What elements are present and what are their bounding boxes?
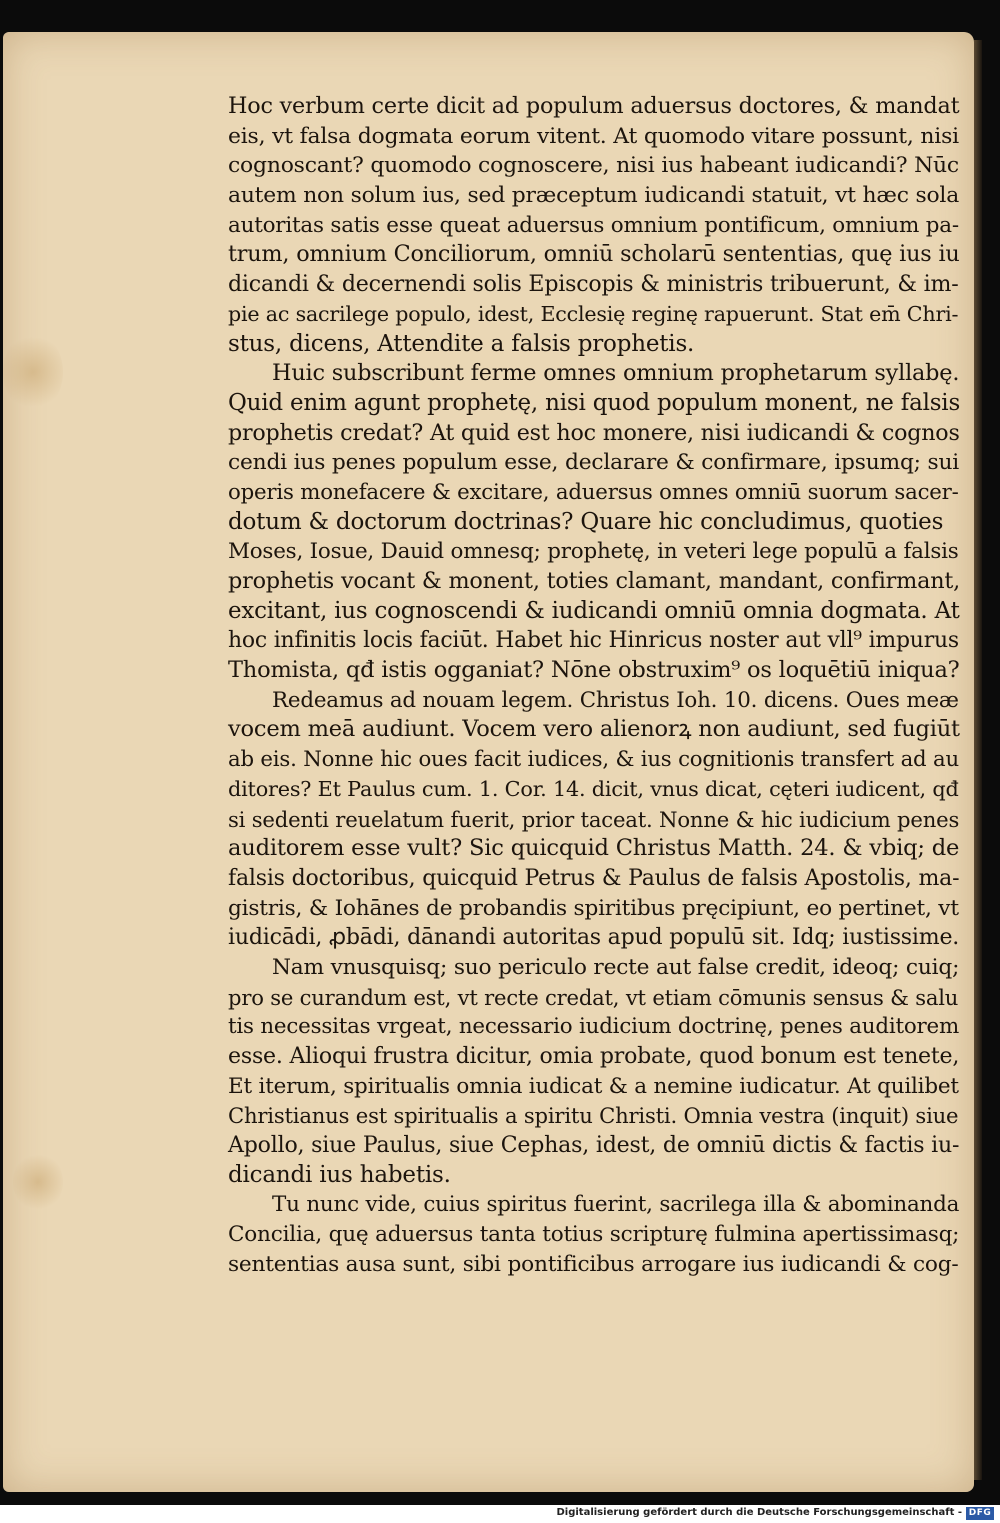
text-line: gistris, & Iohānes de probandis spiritibus pręcipiunt, eo pertinet, vt: [228, 895, 959, 921]
text-line: Moses, Iosue, Dauid omnesq; prophetę, in veteri lege populū a falsis: [228, 539, 959, 565]
text-line: vocem meā audiunt. Vocem vero alienorꝝ non audiunt, sed fugiūt: [228, 716, 960, 743]
page-stain: [13, 1152, 63, 1212]
paragraph-start-line: Huic subscribunt ferme omnes omnium prophetarum syllabę.: [272, 360, 960, 387]
text-line: excitant, ius cognoscendi & iudicandi omniū omnia dogmata. At: [228, 597, 960, 624]
text-line: pro se curandum est, vt recte credat, vt etiam cōmunis sensus & salu: [228, 984, 959, 1010]
text-line: Apollo, siue Paulus, siue Cephas, idest, de omniū dictis & factis iu-: [228, 1133, 960, 1159]
paragraph-start-line: Redeamus ad nouam legem. Christus Ioh. 10. dicens. Oues meæ: [272, 687, 959, 713]
text-line: iudicādi, ꝓbādi, dānandi autoritas apud populū sit. Idq; iustissime.: [228, 925, 960, 951]
text-line: cendi ius penes populum esse, declarare & confirmare, ipsumq; sui: [228, 450, 960, 476]
page-edge: [974, 40, 982, 1480]
text-line: stus, dicens, Attendite a falsis prophetis.: [228, 330, 695, 357]
text-line: ab eis. Nonne hic oues facit iudices, & ius cognitionis transfert ad au: [228, 747, 959, 773]
footer-bar: [0, 1505, 1000, 1523]
text-line: dicandi & decernendi solis Episcopis & ministris tribuerunt, & im-: [228, 271, 959, 298]
footer-credit: Digitalisierung gefördert durch die Deutsche Forschungsgemeinschaft -: [556, 1507, 962, 1518]
paragraph-start-line: Nam vnusquisq; suo periculo recte aut false credit, ideoq; cuiq;: [272, 954, 960, 980]
text-line: trum, omnium Conciliorum, omniū scholarū sententias, quę ius iu: [228, 241, 960, 268]
text-line: Christianus est spiritualis a spiritu Christi. Omnia vestra (inquit) siue: [228, 1103, 959, 1129]
text-line: Hoc verbum certe dicit ad populum aduersus doctores, & mandat: [228, 93, 960, 119]
text-line: prophetis vocant & monent, toties clamant, mandant, confirmant,: [228, 568, 961, 594]
text-line: sententias ausa sunt, sibi pontificibus arrogare ius iudicandi & cog-: [228, 1251, 959, 1277]
dfg-logo: DFG: [966, 1507, 994, 1520]
text-line: hoc infinitis locis faciūt. Habet hic Hinricus noster aut vll⁹ impurus: [228, 628, 959, 654]
paragraph-start-line: Tu nunc vide, cuius spiritus fuerint, sacrilega illa & abominanda: [272, 1192, 960, 1218]
text-line: operis monefacere & excitare, aduersus omnes omniū suorum sacer-: [228, 479, 959, 505]
text-block: [228, 92, 960, 1280]
text-line: esse. Alioqui frustra dicitur, omia probate, quod bonum est tenete,: [228, 1044, 960, 1069]
text-line: Thomista, qđ istis ogganiat? Nōne obstruxim⁹ os loquētiū iniqua?: [228, 657, 960, 684]
text-line: pie ac sacrilege populo, idest, Ecclesię reginę rapuerunt. Stat em̄ Chri-: [228, 301, 959, 326]
text-line: tis necessitas vrgeat, necessario iudicium doctrinę, penes auditorem: [228, 1014, 960, 1040]
text-line: Quid enim agunt prophetę, nisi quod populum monent, ne falsis: [228, 389, 961, 416]
text-line: autem non solum ius, sed præceptum iudicandi statuit, vt hæc sola: [228, 183, 960, 209]
text-line: ditores? Et Paulus cum. 1. Cor. 14. dicit, vnus dicat, cęteri iudicent, qđ: [228, 776, 959, 801]
text-line: auditorem esse vult? Sic quicquid Christus Matth. 24. & vbiq; de: [228, 835, 960, 862]
text-line: Concilia, quę aduersus tanta totius scripturę fulmina apertissimasq;: [228, 1222, 960, 1248]
text-line: Et iterum, spiritualis omnia iudicat & a nemine iudicatur. At quilibet: [228, 1073, 959, 1099]
text-line: autoritas satis esse queat aduersus omnium pontificum, omnium pa-: [228, 212, 959, 238]
text-line: falsis doctoribus, quicquid Petrus & Paulus de falsis Apostolis, ma-: [228, 865, 960, 891]
page-stain: [3, 332, 63, 412]
text-line: eis, vt falsa dogmata eorum vitent. At quomodo vitare possunt, nisi: [228, 123, 959, 149]
text-line: dicandi ius habetis.: [228, 1161, 451, 1188]
text-line: cognoscant? quomodo cognoscere, nisi ius habeant iudicandi? Nūc: [228, 153, 959, 179]
text-line: prophetis credat? At quid est hoc monere, nisi iudicandi & cognos: [228, 419, 960, 446]
text-line: dotum & doctorum doctrinas? Quare hic concludimus, quoties: [228, 508, 944, 535]
text-line: si sedenti reuelatum fuerit, prior taceat. Nonne & hic iudicium penes: [228, 806, 960, 832]
